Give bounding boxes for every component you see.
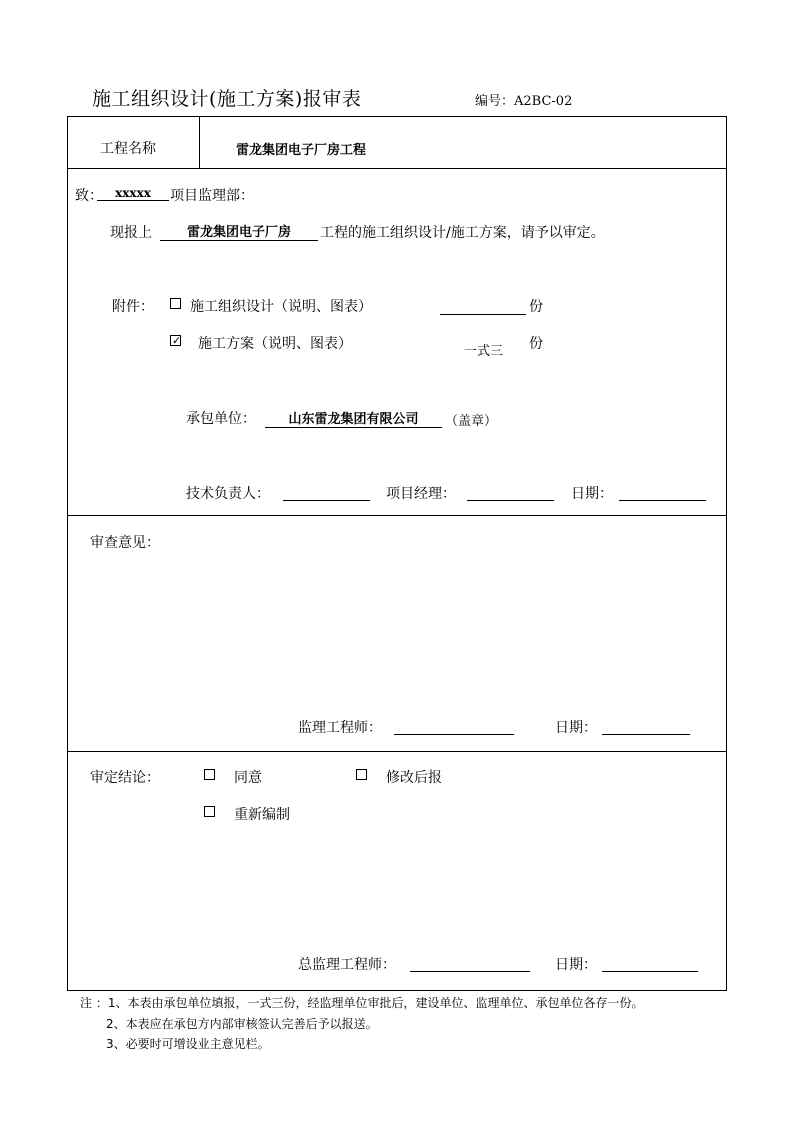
form-title: 施工组织设计(施工方案)报审表 (92, 88, 362, 110)
to-prefix: 致： (75, 188, 103, 204)
chief-supervisor-field[interactable] (410, 956, 530, 972)
note-line-1: 注 ：1、本表由承包单位填报，一式三份，经监理单位审批后，建设单位、监理单位、承包单位各存一份。 (80, 996, 644, 1010)
supervisor-label: 监理工程师： (298, 720, 382, 736)
note-line-3: 3、必要时可增设业主意见栏。 (106, 1037, 270, 1051)
modify-checkbox[interactable] (356, 769, 367, 780)
divider (68, 751, 726, 752)
review-date-label: 日期： (555, 720, 597, 736)
report-prefix: 现报上 (110, 225, 152, 241)
divider (68, 515, 726, 516)
chief-supervisor-label: 总监理工程师： (298, 957, 396, 973)
conclusion-date-field[interactable] (602, 956, 698, 972)
attachment-1-label: 施工组织设计（说明、图表） (190, 299, 372, 315)
agree-label: 同意 (234, 770, 262, 786)
divider (199, 117, 200, 168)
attachment-2-unit: 份 (529, 336, 543, 352)
redo-checkbox[interactable] (204, 806, 215, 817)
redo-label: 重新编制 (234, 807, 290, 823)
review-opinion-label: 审查意见： (90, 535, 160, 551)
modify-label: 修改后报 (386, 770, 442, 786)
project-name-label: 工程名称 (100, 141, 156, 157)
seal-note: （盖章） (445, 414, 498, 429)
to-suffix: 项目监理部： (170, 188, 254, 204)
contractor-label: 承包单位： (186, 411, 256, 427)
attachment-1-unit: 份 (529, 299, 543, 315)
project-manager-field[interactable] (467, 485, 554, 501)
form-table (67, 116, 727, 991)
tech-lead-field[interactable] (283, 485, 370, 501)
conclusion-label: 审定结论： (90, 770, 160, 786)
form-code: 编号：A2BC-02 (475, 94, 573, 109)
project-manager-label: 项目经理： (386, 486, 456, 502)
attachment-2-checkbox[interactable] (170, 335, 181, 346)
contractor-value[interactable]: 山东雷龙集团有限公司 (265, 408, 442, 428)
attachment-2-copies: 一式三 (464, 344, 504, 359)
submission-date-label: 日期： (571, 486, 613, 502)
report-project[interactable]: 雷龙集团电子厂房 (160, 221, 318, 241)
checkmark-icon: ✓ (172, 334, 182, 347)
divider (68, 168, 726, 169)
note-line-2: 2、本表应在承包方内部审核签认完善后予以报送。 (106, 1017, 378, 1031)
to-value[interactable]: xxxxx (97, 186, 169, 201)
conclusion-date-label: 日期： (555, 957, 597, 973)
project-name-value: 雷龙集团电子厂房工程 (236, 143, 367, 158)
agree-checkbox[interactable] (204, 769, 215, 780)
attachment-1-checkbox[interactable] (170, 298, 181, 309)
tech-lead-label: 技术负责人： (186, 486, 270, 502)
attachment-2-label: 施工方案（说明、图表） (198, 336, 352, 352)
submission-date-field[interactable] (619, 485, 706, 501)
report-suffix: 工程的施工组织设计/施工方案，请予以审定。 (320, 225, 605, 241)
review-date-field[interactable] (602, 719, 690, 735)
attachment-1-copies[interactable] (440, 299, 526, 315)
attachment-label: 附件： (112, 299, 154, 315)
supervisor-field[interactable] (394, 719, 514, 735)
